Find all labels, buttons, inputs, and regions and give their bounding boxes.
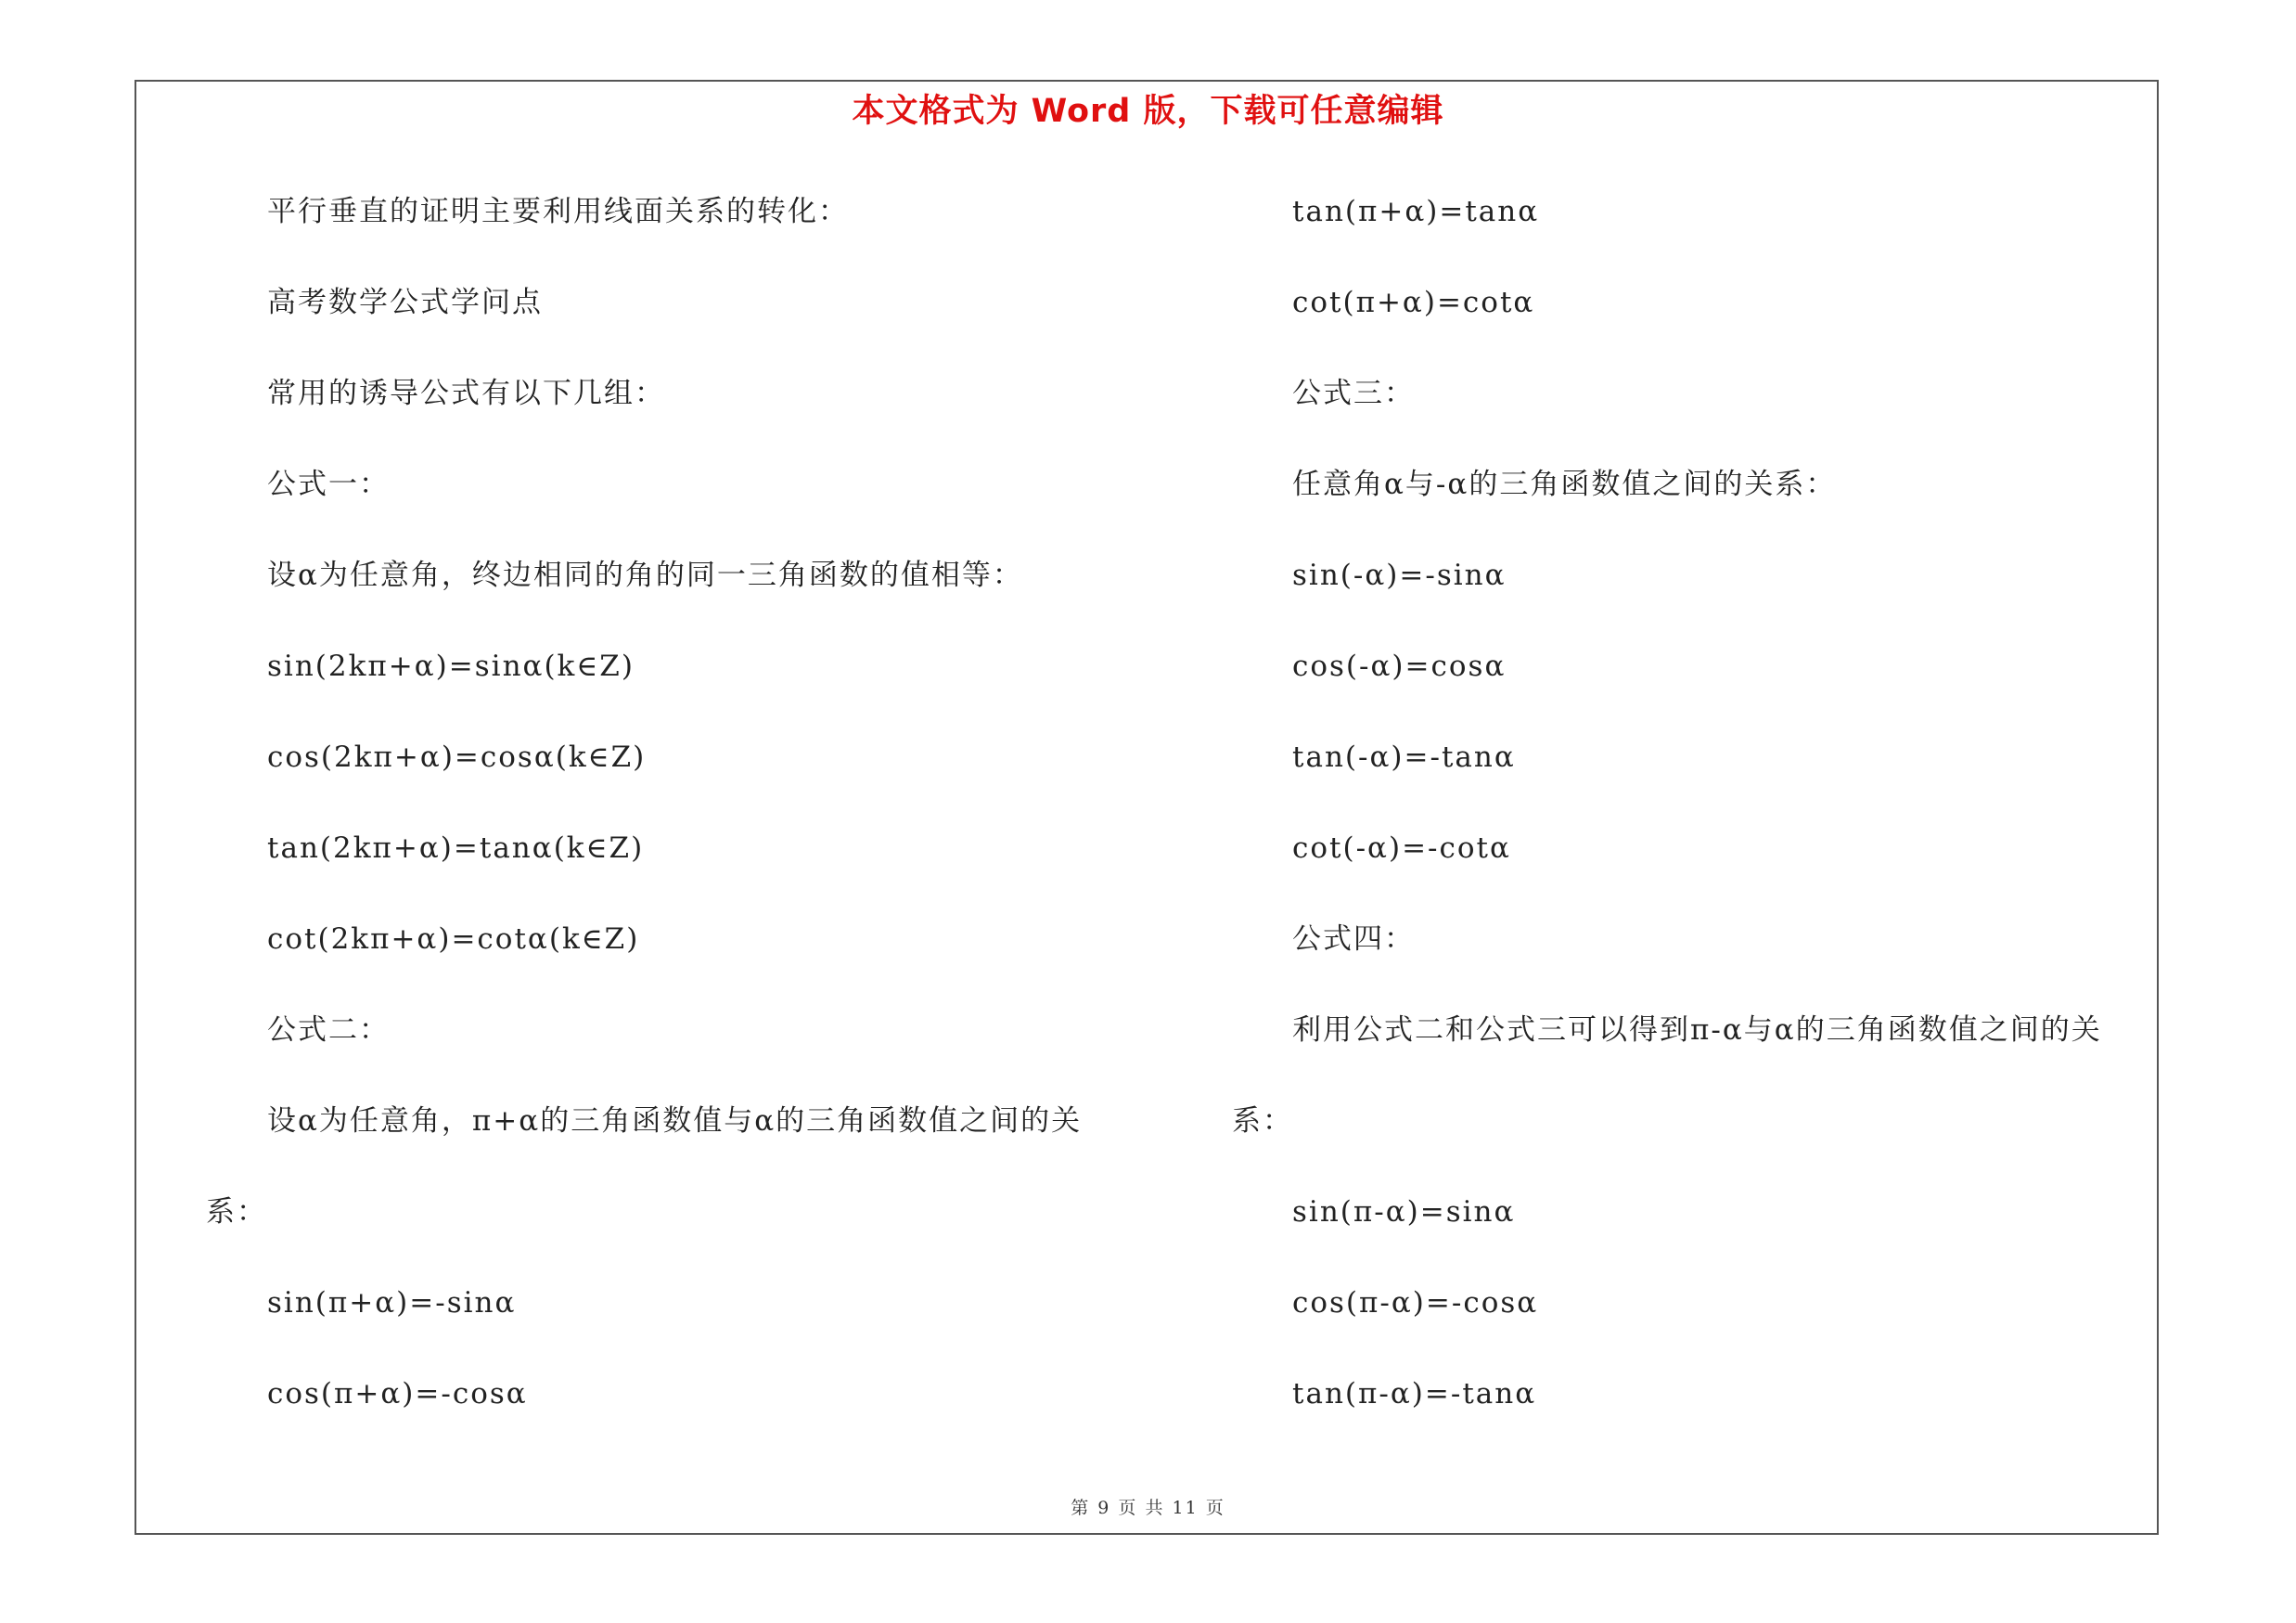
left-line-14: cos(π+α)=-cosα — [267, 1377, 528, 1410]
left-line-4: 公式一： — [267, 468, 390, 501]
left-line-2: 高考数学公式学问点 — [267, 286, 543, 319]
left-line-3: 常用的诱导公式有以下几组： — [267, 377, 665, 410]
left-line-13: sin(π+α)=-sinα — [267, 1286, 517, 1320]
right-line-4: 任意角α与-α的三角函数值之间的关系： — [1292, 468, 1837, 501]
left-line-1: 平行垂直的证明主要利用线面关系的转化： — [267, 195, 849, 228]
right-line-6: cos(-α)=cosα — [1292, 650, 1507, 683]
right-line-13: cos(π-α)=-cosα — [1292, 1286, 1539, 1320]
right-line-7: tan(-α)=-tanα — [1292, 741, 1516, 774]
left-line-10: 公式二： — [267, 1013, 390, 1047]
right-line-1: tan(π+α)=tanα — [1292, 195, 1540, 228]
right-line-3: 公式三： — [1292, 377, 1415, 410]
right-line-11: 系： — [1232, 1104, 1293, 1138]
right-line-2: cot(π+α)=cotα — [1292, 286, 1535, 319]
left-line-8: tan(2kπ+α)=tanα(k∈Z) — [267, 831, 645, 865]
right-line-8: cot(-α)=-cotα — [1292, 831, 1511, 865]
left-line-12: 系： — [206, 1195, 267, 1229]
left-line-6: sin(2kπ+α)=sinα(k∈Z) — [267, 650, 635, 683]
right-line-9: 公式四： — [1292, 922, 1415, 956]
document-banner: 本文格式为 Word 版，下载可任意编辑 — [852, 93, 1444, 130]
left-line-7: cos(2kπ+α)=cosα(k∈Z) — [267, 741, 647, 774]
left-line-9: cot(2kπ+α)=cotα(k∈Z) — [267, 922, 640, 956]
right-line-10: 利用公式二和公式三可以得到π-α与α的三角函数值之间的关 — [1292, 1013, 2102, 1047]
right-line-12: sin(π-α)=sinα — [1292, 1195, 1516, 1229]
page-number-footer: 第 9 页 共 11 页 — [1071, 1498, 1225, 1518]
left-line-11: 设α为任意角，π+α的三角函数值与α的三角函数值之间的关 — [267, 1104, 1083, 1138]
right-line-5: sin(-α)=-sinα — [1292, 559, 1507, 592]
left-line-5: 设α为任意角，终边相同的角的同一三角函数的值相等： — [267, 559, 1023, 592]
right-line-14: tan(π-α)=-tanα — [1292, 1377, 1537, 1410]
